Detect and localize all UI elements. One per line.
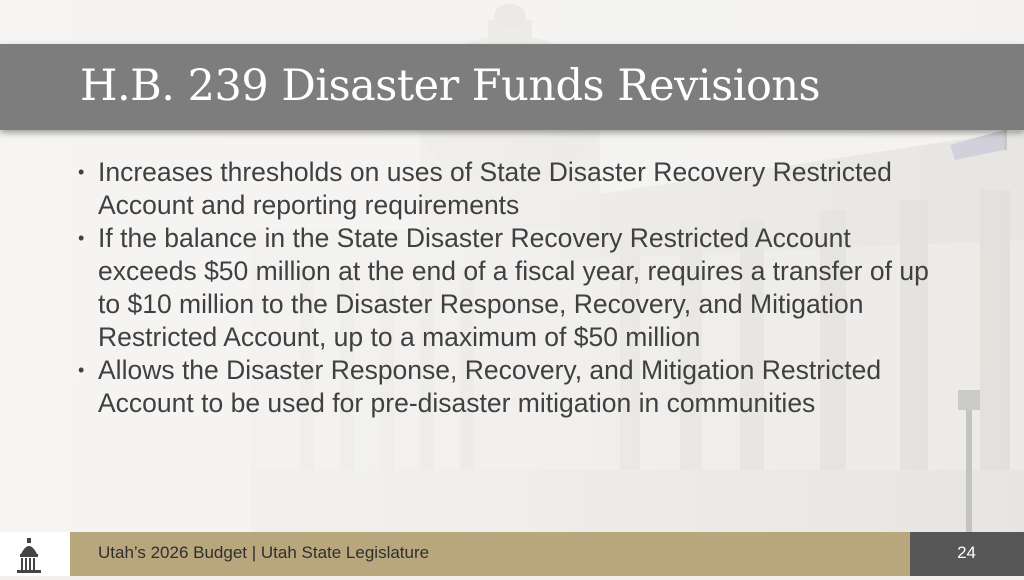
bullet-list xyxy=(76,156,956,420)
capitol-logo-box xyxy=(0,532,70,576)
footer-text: Utah’s 2026 Budget | Utah State Legislature xyxy=(98,543,430,562)
bullet-icon: • xyxy=(78,228,85,248)
bullet-item xyxy=(76,156,956,222)
bullet-icon: • xyxy=(78,360,85,380)
page-number-box xyxy=(910,532,1024,576)
bullet-text: If the balance in the State Disaster Recovery Restricted Account exceeds $50 million at the end of a fiscal year, requires a transfer of up to $10 million to the Disaster Response, Recovery, and Mitigation Restricted Account, up to a maximum of $50 million xyxy=(98,223,929,352)
bullet-text: Allows the Disaster Response, Recovery, and Mitigation Restricted Account to be used for pre-disaster mitigation in communities xyxy=(98,355,882,418)
bullet-item xyxy=(76,222,956,354)
slide-title: H.B. 239 Disaster Funds Revisions xyxy=(80,61,821,111)
bullet-item xyxy=(76,354,956,420)
footer-bar xyxy=(70,532,910,576)
bullet-text: Increases thresholds on uses of State Disaster Recovery Restricted Account and reporting requirements xyxy=(98,157,892,220)
page-number: 24 xyxy=(957,543,976,562)
title-bar xyxy=(0,44,1024,130)
capitol-dome-icon xyxy=(0,532,70,576)
bullet-icon: • xyxy=(78,162,85,182)
